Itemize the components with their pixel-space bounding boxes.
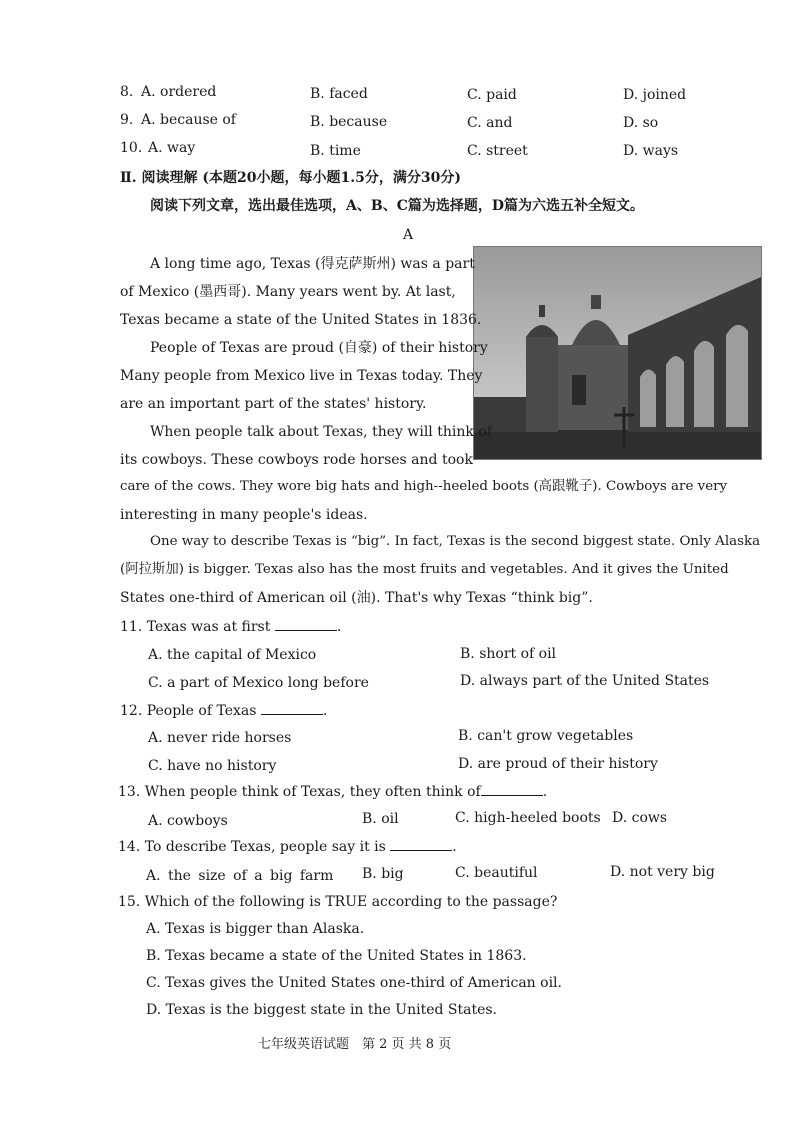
mission-church-photo	[473, 246, 762, 460]
option-a: A. because of	[141, 112, 236, 128]
section-heading: Ⅱ. 阅读理解 (本题20小题，每小题1.5分，满分30分)	[120, 170, 461, 186]
question-number: 9.	[120, 112, 134, 128]
passage-line: One way to describe Texas is “big”. In fact, Texas is the second biggest state. Only Alaska	[150, 534, 761, 549]
option-d: D. ways	[623, 143, 679, 159]
question-stem: 15. Which of the following is TRUE according to the passage?	[118, 894, 558, 910]
passage-line: its cowboys. These cowboys rode horses and took	[120, 452, 473, 468]
question-stem: 11. Texas was at first .	[120, 619, 342, 635]
option-b: B. big	[362, 866, 404, 882]
church-illustration	[474, 247, 761, 459]
answer-blank[interactable]	[481, 795, 543, 796]
option-b: B. Texas became a state of the United States in 1863.	[146, 948, 527, 964]
option-d: D. always part of the United States	[460, 673, 710, 689]
option-b: B. time	[310, 143, 361, 159]
option-a: A. cowboys	[148, 813, 228, 829]
passage-line: People of Texas are proud (自豪) of their history	[150, 340, 488, 356]
passage-line: interesting in many people's ideas.	[120, 507, 368, 523]
option-a: A. way	[148, 140, 196, 156]
passage-line: Texas became a state of the United States in 1836.	[120, 312, 482, 328]
question-number: 8.	[120, 84, 134, 100]
option-a: A. the size of a big farm	[146, 868, 334, 884]
passage-line: A long time ago, Texas (得克萨斯州) was a part	[150, 256, 475, 272]
question-stem: 12. People of Texas .	[120, 703, 328, 719]
section-instruction: 阅读下列文章，选出最佳选项，A、B、C篇为选择题，D篇为六选五补全短文。	[150, 198, 644, 214]
option-b: B. oil	[362, 811, 399, 827]
passage-line: care of the cows. They wore big hats and high--heeled boots (高跟靴子). Cowboys are very	[120, 479, 728, 494]
option-c: C. beautiful	[455, 865, 538, 881]
option-c: C. have no history	[148, 758, 277, 774]
answer-blank[interactable]	[275, 630, 337, 631]
passage-label: A	[403, 227, 414, 243]
passage-line: (阿拉斯加) is bigger. Texas also has the most fruits and vegetables. And it gives the United	[120, 562, 729, 577]
question-stem: 13. When people think of Texas, they often think of .	[118, 784, 548, 800]
passage-line: States one-third of American oil (油). That's why Texas “think big”.	[120, 590, 593, 606]
option-c: C. street	[467, 143, 528, 159]
option-a: A. never ride horses	[148, 730, 292, 746]
option-d: D. cows	[612, 810, 668, 826]
option-c: C. high-heeled boots	[455, 810, 601, 826]
option-a: A. Texas is bigger than Alaska.	[146, 921, 365, 937]
question-number: 10.	[120, 140, 143, 156]
option-a: A. the capital of Mexico	[148, 647, 317, 663]
option-b: B. can't grow vegetables	[458, 728, 634, 744]
option-c: C. and	[467, 115, 513, 131]
option-c: C. Texas gives the United States one-third of American oil.	[146, 975, 562, 991]
answer-blank[interactable]	[261, 714, 323, 715]
option-c: C. paid	[467, 87, 517, 103]
passage-line: of Mexico (墨西哥). Many years went by. At last,	[120, 284, 456, 300]
option-d: D. are proud of their history	[458, 756, 658, 772]
option-d: D. joined	[623, 87, 687, 103]
passage-line: When people talk about Texas, they will think of	[150, 424, 492, 440]
passage-line: Many people from Mexico live in Texas today. They	[120, 368, 483, 384]
option-d: D. not very big	[610, 864, 715, 880]
option-a: A. ordered	[141, 84, 217, 100]
passage-line: are an important part of the states' history.	[120, 396, 427, 412]
answer-blank[interactable]	[390, 850, 452, 851]
option-b: B. faced	[310, 86, 368, 102]
option-d: D. so	[623, 115, 659, 131]
option-b: B. short of oil	[460, 646, 557, 662]
option-d: D. Texas is the biggest state in the United States.	[146, 1002, 498, 1018]
page-footer: 七年级英语试题 第 2 页 共 8 页	[258, 1037, 452, 1052]
question-stem: 14. To describe Texas, people say it is .	[118, 839, 457, 855]
option-c: C. a part of Mexico long before	[148, 675, 369, 691]
option-b: B. because	[310, 114, 388, 130]
